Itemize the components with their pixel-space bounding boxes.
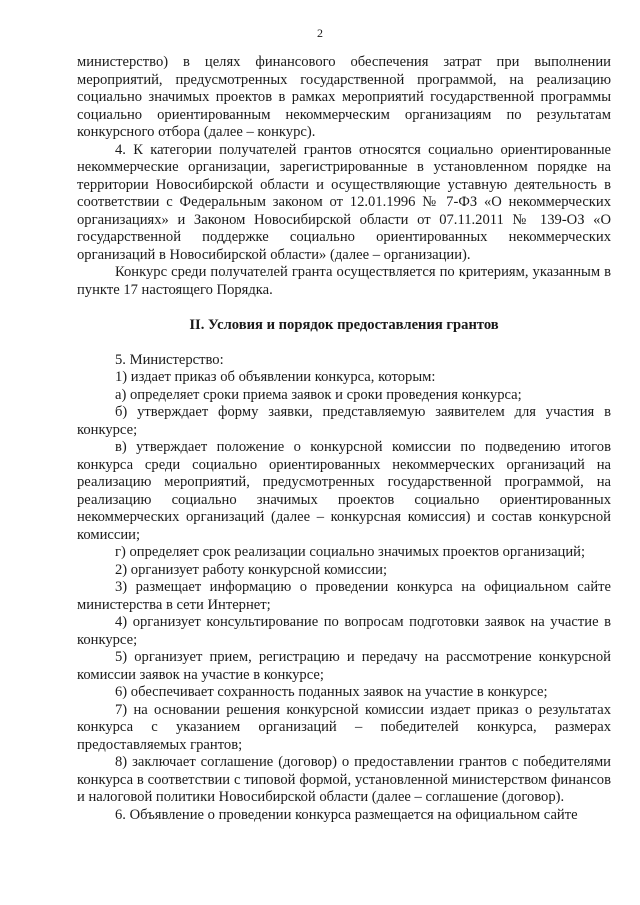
- paragraph-4: 4. К категории получателей грантов относятся социально ориентированные некоммерческие организации, зарегистрированные в установленном порядке на территории Новосибирской области и осуществляющие уставную деятельность в соответствии с Федеральным законом от 12.01.1996 № 7-ФЗ «О некоммерческих организациях» и Законом Новосибирской области от 07.11.2011 № 139-ОЗ «О государственной поддержке социально ориентированных некоммерческих организаций в Новосибирской области» (далее – организации).: [77, 141, 611, 263]
- list-item-2: 2) организует работу конкурсной комиссии;: [115, 561, 387, 578]
- paragraph-criteria: Конкурс среди получателей гранта осуществляется по критериям, указанным в пункте 17 настоящего Порядка.: [77, 264, 611, 298]
- paragraph-5: 5. Министерство:: [115, 351, 224, 368]
- list-item-8: 8) заключает соглашение (договор) о предоставлении грантов с победителями конкурса в соответствии с типовой формой, установленной министерством финансов и налоговой политики Новосибирской области (далее – соглашение (договор).: [77, 754, 611, 805]
- list-item-1: 1) издает приказ об объявлении конкурса, которым:: [115, 369, 436, 385]
- list-item-1v: в) утверждает положение о конкурсной комиссии по подведению итогов конкурса среди социально ориентированных некоммерческих организаций на реализацию мероприятий, предусмотренных государственной программой, на реализацию социально значимых проектов социально ориентированных некоммерческих организаций (далее – конкурсная комиссия) и состав конкурсной комиссии;: [77, 439, 611, 543]
- page-number: 2: [317, 26, 323, 40]
- list-item-3: 3) размещает информацию о проведении конкурса на официальном сайте министерства в сети Интернет;: [77, 579, 611, 613]
- section-heading: II. Условия и порядок предоставления грантов: [189, 316, 499, 333]
- list-item-1b: б) утверждает форму заявки, представляемую заявителем для участия в конкурсе;: [77, 404, 611, 438]
- list-item-1a: а) определяет сроки приема заявок и сроки проведения конкурса;: [115, 386, 522, 403]
- paragraph-6: 6. Объявление о проведении конкурса размещается на официальном сайте: [115, 806, 578, 823]
- list-item-1g: г) определяет срок реализации социально значимых проектов организаций;: [115, 544, 586, 560]
- list-item-5: 5) организует прием, регистрацию и передачу на рассмотрение конкурсной комиссии заявок на участие в конкурсе;: [77, 649, 611, 683]
- list-item-6: 6) обеспечивает сохранность поданных заявок на участие в конкурсе;: [115, 684, 548, 700]
- list-item-7: 7) на основании решения конкурсной комиссии издает приказ о результатах конкурса с указанием организаций – победителей конкурса, размерах предоставляемых грантов;: [77, 701, 611, 753]
- paragraph-continuation: министерство) в целях финансового обеспечения затрат при выполнении мероприятий, предусмотренных государственной программой, на реализацию социально значимых проектов в рамках мероприятий государственной программы социально ориентированным некоммерческим организациям по результатам конкурсного отбора (далее – конкурс).: [77, 54, 611, 140]
- list-item-4: 4) организует консультирование по вопросам подготовки заявок на участие в конкурсе;: [77, 614, 611, 648]
- document-body: [77, 54, 611, 824]
